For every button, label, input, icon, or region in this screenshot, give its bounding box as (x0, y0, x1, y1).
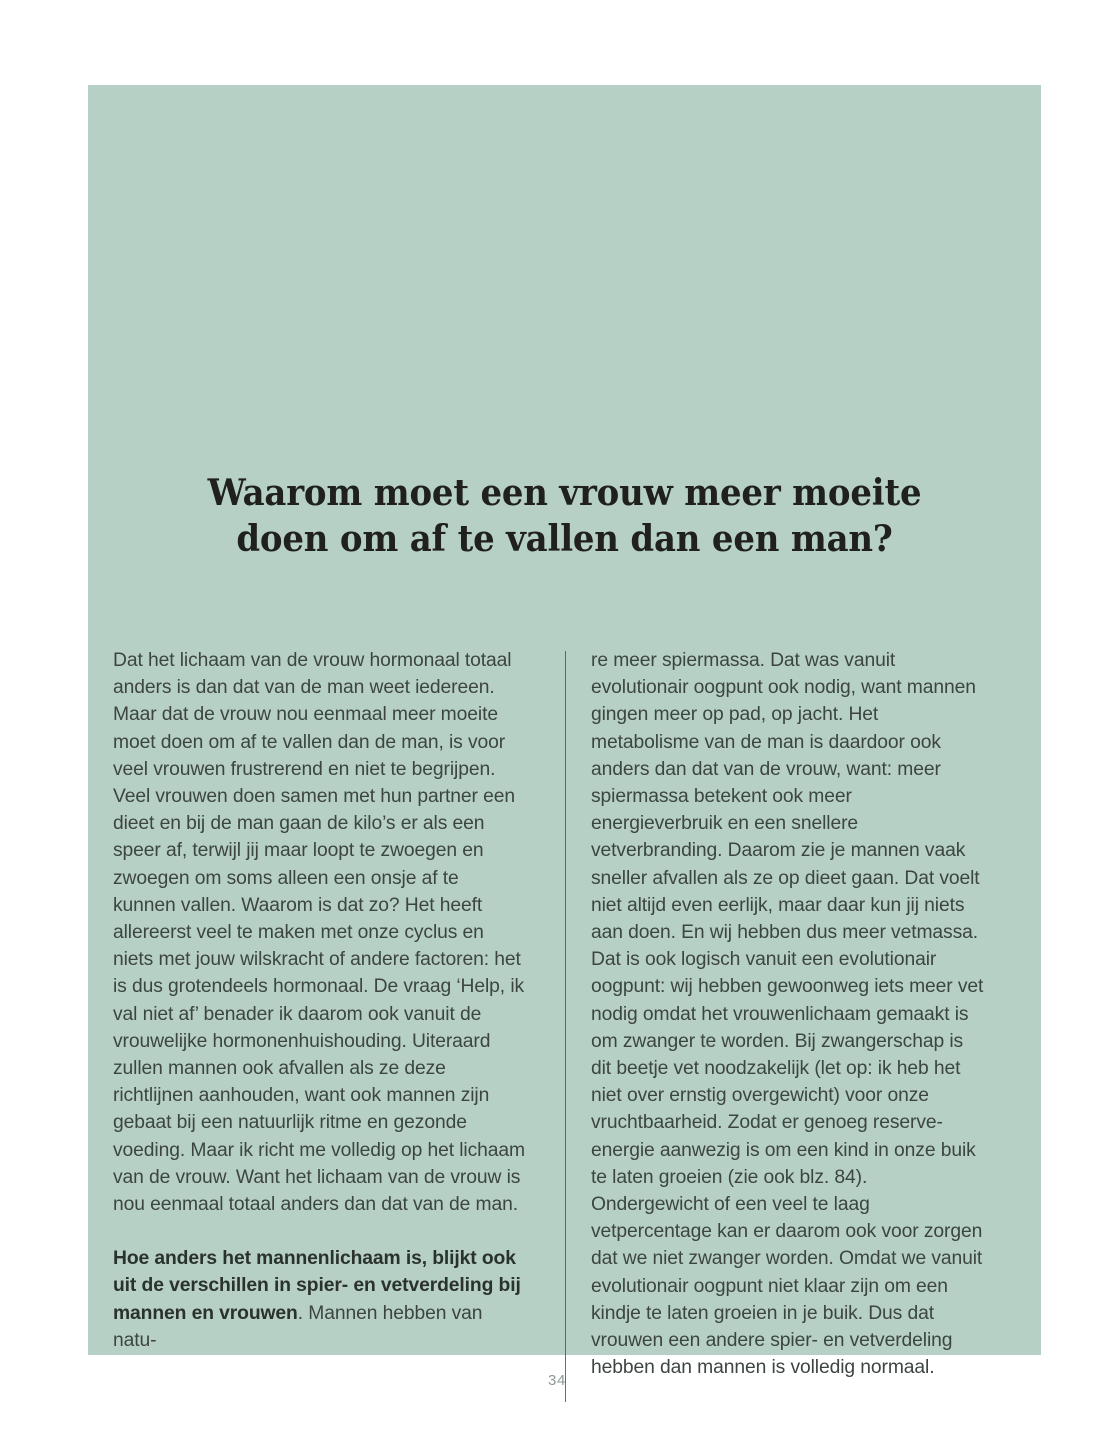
left-column (113, 647, 550, 1381)
page-number: 34 (548, 1372, 566, 1389)
lead-in-rest-text: . Mannen hebben van natu- (113, 1302, 483, 1351)
left-column-paragraph-1: Dat het lichaam van de vrouw hormonaal totaal anders is dan dat van de man weet iedereen. Maar dat de vrouw nou eenmaal meer moeite moet doen om af te vallen dan de man, is voor veel vrouwen frustrerend en niet te begrijpen. Veel vrouwen doen samen met hun partner een dieet en bij de man gaan de kilo’s er als een speer af, terwijl jij maar loopt te zwoegen en zwoegen om soms alleen een onsje af te kunnen vallen. Waarom is dat zo? Het heeft allereerst veel te maken met onze cyclus en niets met jouw wilskracht of andere factoren: het is dus grotendeels hormonaal. De vraag ‘Help, ik val niet af’ benader ik daarom ook vanuit de vrouwelijke hormonenhuishouding. Uiteraard zullen mannen ook afvallen als ze deze richtlijnen aanhouden, want ook mannen zijn gebaat bij een natuurlijk ritme en gezonde voeding. Maar ik richt me volledig op het lichaam van de vrouw. Want het lichaam van de vrouw is nou eenmaal totaal anders dan dat van de man. (113, 650, 525, 1216)
article-body (113, 647, 1018, 1381)
article-title-line-1: Waarom moet een vrouw meer moeite (207, 471, 922, 514)
article-title (88, 470, 1041, 562)
article-title-line-2: doen om af te vallen dan een man? (236, 517, 893, 560)
right-column-paragraph-1: re meer spiermassa. Dat was vanuit evolutionair oogpunt ook nodig, want mannen gingen meer op pad, op jacht. Het metabolisme van de man is daardoor ook anders dan dat van de vrouw, want: meer spiermassa betekent ook meer energieverbruik en een snellere vetverbranding. Daarom zie je mannen vaak sneller afvallen als ze op dieet gaan. Dat voelt niet altijd even eerlijk, maar daar kun jij niets aan doen. En wij hebben dus meer vetmassa. Dat is ook logisch vanuit een evolutionair oogpunt: wij hebben gewoonweg iets meer vet nodig omdat het vrouwenlichaam gemaakt is om zwanger te worden. Bij zwangerschap is dit beetje vet noodzakelijk (let op: ik heb het niet over ernstig overgewicht) voor onze vruchtbaarheid. Zodat er genoeg reserve-energie aanwezig is om een kind in onze buik te laten groeien (zie ook blz. 84). Ondergewicht of een veel te laag vetpercentage kan er daarom ook voor zorgen dat we niet zwanger worden. Omdat we vanuit evolutionair oogpunt niet klaar zijn om een kindje te laten groeien in je buik. Dus dat vrouwen een andere spier- en vetverdeling hebben dan mannen is volledig normaal. (591, 650, 984, 1379)
article-panel (88, 85, 1041, 1379)
left-column-paragraph-2 (113, 1245, 526, 1354)
right-column (550, 647, 987, 1381)
lead-in-bold-text: Hoe anders het mannenlichaam is, blijkt ook uit de verschillen in spier- en vetverdeling bij mannen en vrouwen (113, 1248, 521, 1324)
